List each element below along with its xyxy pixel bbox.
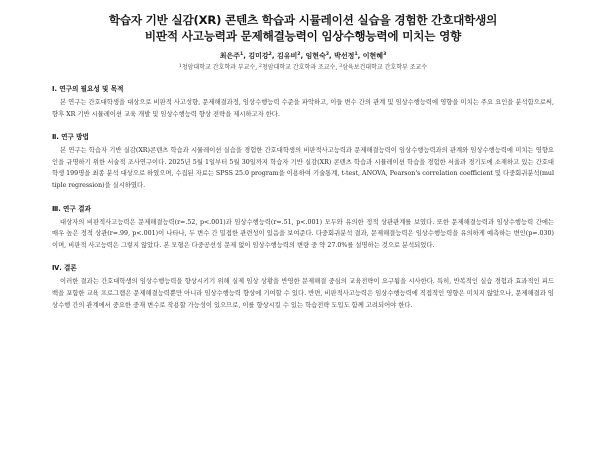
- paper-title: [52, 12, 554, 44]
- section-purpose: [52, 84, 554, 120]
- affil-mark: 1: [178, 64, 182, 69]
- section-conclusion: [52, 263, 554, 311]
- author-affil-mark: 2: [297, 52, 301, 57]
- section-body: 본 연구는 학습자 기반 실감(XR)콘텐츠 학습과 시뮬레이션 실습을 경험한 간호대학생의 비판적사고능력과 문제해결능력이 임상수행능력과의 관계와 임상수행능력에 미치는 영향요인을 규명하기 위한 서술적 조사연구이다. 2025년 5월 1일부터 5월 30일까지 학습자 기반 실감(XR) 콘텐츠 학습과 시뮬레이션 학습을 경험한 서울과 경기도에 소재하고 있는 간호대학생 199명을 최종 분석 대상으로 하였으며, 수집된 자료는 SPSS 25.0 program을 이용하여 기술통계, t-test, ANOVA, Pearson's correlation coefficient 및 다중회귀분석(multiple regression)을 실시하였다.: [52, 147, 554, 189]
- section-body: 본 연구는 간호대학생을 대상으로 비판적 사고성향, 문제해결과정, 임상수행능력 수준을 파악하고, 이들 변수 간의 관계 및 임상수행능력에 영향을 미치는 주요 요인을 분석함으로써, 향후 XR 기반 시뮬레이션 교육 개발 및 임상수행능력 향상 전략을 제시하고자 한다.: [52, 99, 554, 118]
- author-name: 박선정: [334, 52, 355, 60]
- affil-mark: 2: [259, 64, 262, 69]
- affiliation: 청암대학교 간호학과 부교수: [181, 64, 256, 71]
- affiliation: 청암대학교 간호학과 조교수: [261, 64, 336, 71]
- author-list: 최은주$^1$, 김미강$^2$, 김유비$^2$, 임현숙$^2$, 박선정$^1$, 이현혜$^3$: [219, 52, 387, 60]
- author-name: 최은주: [219, 52, 241, 60]
- affiliation-list: $^1$청암대학교 간호학과 부교수, $^2$청암대학교 간호학과 조교수, $^3$삼육보건대학교 간호학부 조교수: [178, 64, 428, 71]
- section-body: 이러한 결과는 간호대학생의 임상수행능력을 향상시키기 위해 실제 임상 상황을 반영한 문제해결 중심의 교육전략이 요구됨을 시사한다. 특히, 반복적인 실습 경험과 효과적인 피드백을 포함한 교육 프로그램은 문제해결능력뿐만 아니라 임상수행능력 향상에 기여할 수 있다. 반면, 비판적사고능력은 임상수행능력에 직접적인 영향은 미치지 않았으나, 문제해결과 임상수행 간의 관계에서 중요한 중재 변수로 작용할 가능성이 있으므로, 이를 향상시킬 수 있는 학습전략 도입도 함께 고려되어야 한다.: [52, 278, 554, 309]
- section-methods: [52, 132, 554, 191]
- section-heading: Ⅱ. 연구 방법: [52, 133, 89, 142]
- author-name: 임현숙: [305, 52, 326, 60]
- section-body: 대상자의 비판적사고능력은 문제해결능력(r=.52, p<.001)과 임상수행능력(r=.51, p<.001) 모두와 유의한 정적 상관관계를 보였다. 또한 문제해결능력과 임상수행능력 간에는 매우 높은 정적 상관(r=.99, p<.001)이 나타나, 두 변수 간 밀접한 관련성이 있음을 보여준다. 다중회귀분석 결과, 문제해결능력은 임상수행능력을 유의하게 예측하는 변인(p=.030)이며, 비판적 사고능력은 그렇지 않았다. 본 모형은 다중공선성 문제 없이 임상수행능력의 변량 중 약 27.0%를 설명하는 것으로 분석되었다.: [52, 218, 554, 249]
- author-affil-mark: 1: [240, 52, 244, 57]
- section-results: [52, 204, 554, 252]
- section-heading: Ⅰ. 연구의 필요성 및 목적: [52, 85, 124, 93]
- author-affil-mark: 1: [354, 52, 358, 57]
- author-affil-mark: 3: [383, 52, 387, 57]
- affiliation: 삼육보건대학교 간호학부 조교수: [342, 64, 428, 71]
- author-name: 김미강: [248, 52, 269, 60]
- author-affil-mark: 2: [325, 52, 330, 57]
- section-heading: Ⅲ. 연구 결과: [52, 204, 91, 213]
- title-line-2: 비판적 사고능력과 문제해결능력이 임상수행능력에 미치는 영향: [144, 29, 462, 43]
- author-name: 이현혜: [362, 52, 384, 60]
- author-affil-mark: 2: [268, 52, 272, 57]
- author-name: 김유비: [276, 52, 298, 60]
- section-heading: Ⅳ. 결론: [52, 264, 77, 273]
- affil-mark: 3: [339, 64, 343, 69]
- title-line-1: 학습자 기반 실감(XR) 콘텐츠 학습과 시뮬레이션 실습을 경험한 간호대학생의: [108, 13, 498, 27]
